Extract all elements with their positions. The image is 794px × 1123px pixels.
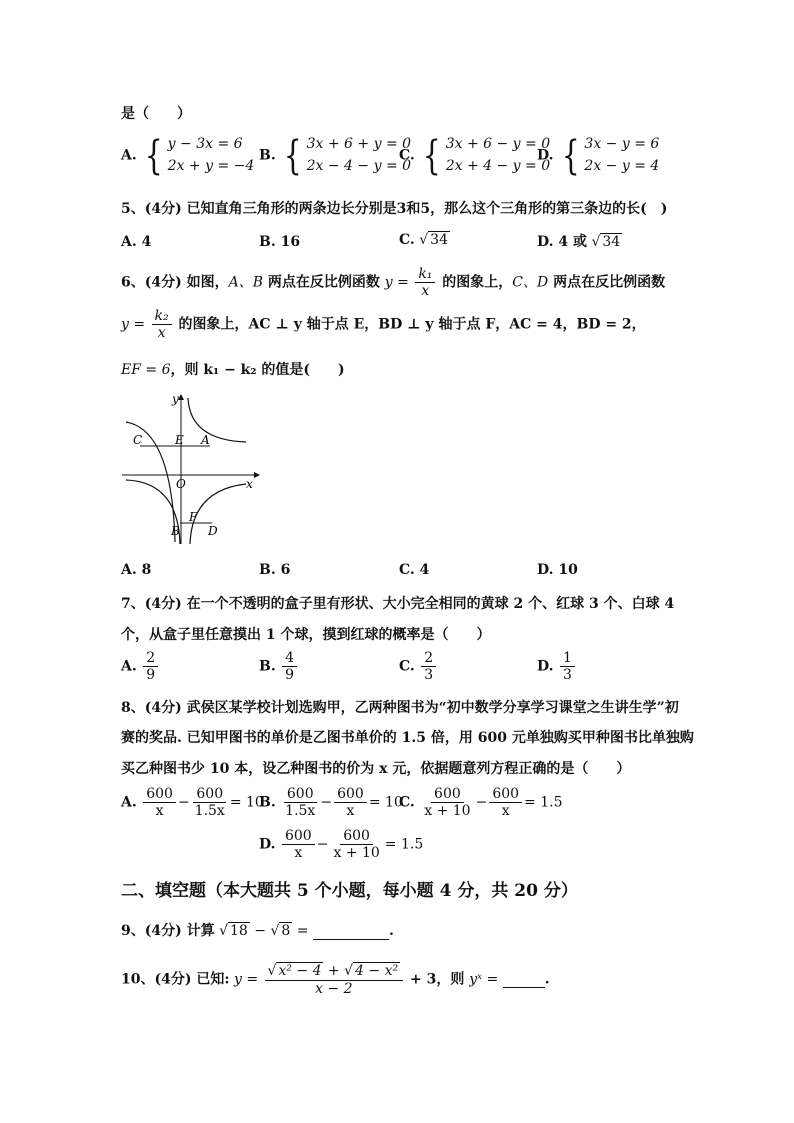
option-label: B. xyxy=(259,658,276,675)
sqrt-icon: √ xyxy=(270,923,280,939)
section-heading: 二、填空题（本大题共 5 个小题，每小题 4 分，共 20 分） xyxy=(121,881,578,901)
operator: + xyxy=(323,963,345,979)
answer-blank[interactable] xyxy=(503,971,545,988)
fraction-numerator: k₁ xyxy=(415,266,435,283)
sqrt-icon: √ xyxy=(591,234,601,250)
brace-icon: { xyxy=(561,132,580,179)
func-lhs: y = xyxy=(384,274,409,291)
q6-line-1 xyxy=(121,266,665,299)
fraction-numerator: 600 xyxy=(431,786,464,803)
fraction-numerator: 600 xyxy=(334,786,367,803)
fraction-denominator: 9 xyxy=(285,667,295,684)
option-label: C. xyxy=(399,232,415,248)
func-lhs: y = xyxy=(233,971,259,988)
equation-rhs: = 1.5 xyxy=(384,836,424,853)
curve-d xyxy=(190,484,246,544)
q4-option-d[interactable] xyxy=(537,134,659,177)
q6-text: 的图象上， xyxy=(437,274,513,291)
equation: 2x + 4 − y = 0 xyxy=(445,157,551,174)
fraction-denominator: x xyxy=(157,325,166,342)
q10-text: . xyxy=(544,971,550,988)
q5-option-b[interactable]: B. 16 xyxy=(259,234,301,250)
option-label: B. xyxy=(259,794,276,811)
q6-graph xyxy=(118,392,260,548)
q9-text: . xyxy=(388,923,394,939)
q10-text: 10、(4分) 已知: xyxy=(121,971,230,988)
equation-rhs: = 1.5 xyxy=(524,794,563,811)
sqrt-icon: √ xyxy=(344,963,354,979)
q4-continuation: 是（ ） xyxy=(121,106,191,122)
graph-label-e: E xyxy=(175,433,184,447)
q8-line-2: 赛的奖品. 已知甲图书的单价是乙图书单价的 1.5 倍，用 600 元单独购买甲种图书比单独购 xyxy=(121,730,694,746)
fraction-denominator: 3 xyxy=(424,667,434,684)
option-label: C. xyxy=(399,794,415,811)
q10-ask: yˣ = xyxy=(469,971,503,988)
fraction-numerator: 600 xyxy=(193,786,226,803)
q6-points: C、D xyxy=(512,274,549,291)
q7-line-2: 个，从盒子里任意摸出 1 个球，摸到红球的概率是（ ） xyxy=(121,627,491,643)
fraction-numerator: 600 xyxy=(143,786,176,803)
q6-text: 6、(4分) 如图， xyxy=(121,274,229,291)
q6-line-2 xyxy=(121,308,646,341)
q8-option-b[interactable]: B. $\frac{600}{1.5x}$ − $\frac{600}{x}$ = 10 xyxy=(259,786,403,820)
q4-option-a[interactable] xyxy=(121,134,254,177)
fraction-numerator: 2 xyxy=(143,650,158,667)
q4-option-c[interactable] xyxy=(399,134,550,177)
option-label: D. xyxy=(537,658,554,675)
option-label: A. xyxy=(121,147,137,164)
equation: 2x − 4 − y = 0 xyxy=(306,157,412,174)
equation-rhs: = 10 xyxy=(368,794,403,811)
fraction-numerator: k₂ xyxy=(152,308,172,325)
q9-stem xyxy=(121,920,394,940)
equation: 3x + 6 + y = 0 xyxy=(306,136,412,152)
fraction-denominator: x + 10 xyxy=(424,803,471,820)
q5-option-d[interactable] xyxy=(537,231,622,251)
graph-label-b: B xyxy=(171,524,180,538)
x-axis-arrow-icon xyxy=(254,472,260,478)
q6-option-b[interactable]: B. 6 xyxy=(259,562,291,578)
q5-option-c[interactable] xyxy=(399,231,450,249)
option-label: C. xyxy=(399,147,415,164)
radicand: x² − 4 xyxy=(278,963,322,979)
q6-option-d[interactable]: D. 10 xyxy=(537,562,578,578)
equation: 2x + y = −4 xyxy=(167,157,255,174)
fraction-numerator: 1 xyxy=(560,650,575,667)
equation: 3x − y = 6 xyxy=(584,136,660,152)
graph-label-y: y xyxy=(172,392,179,406)
fraction-denominator: 3 xyxy=(562,667,572,684)
fraction-denominator: x xyxy=(294,845,303,862)
fraction-numerator: 600 xyxy=(282,828,315,845)
q7-line-1: 7、(4分) 在一个不透明的盒子里有形状、大小完全相同的黄球 2 个、红球 3 个、白球 4 xyxy=(121,596,675,612)
sqrt-icon: √ xyxy=(267,963,277,979)
q6-option-a[interactable]: A. 8 xyxy=(121,562,152,578)
graph-label-o: O xyxy=(176,477,186,491)
radicand: 34 xyxy=(602,234,621,250)
option-label: A. xyxy=(121,794,137,811)
brace-icon: { xyxy=(283,132,302,179)
graph-label-a: A xyxy=(201,433,210,447)
fraction-denominator: x + 10 xyxy=(333,845,380,862)
func-lhs: y = xyxy=(121,316,146,333)
answer-blank[interactable] xyxy=(313,923,389,940)
fraction-numerator: 600 xyxy=(340,828,373,845)
q8-option-c[interactable]: C. $\frac{600}{x + 10}$ − $\frac{600}{x}$ = 1.5 xyxy=(399,786,563,820)
operator: = xyxy=(292,923,313,939)
fraction-numerator: 4 xyxy=(282,650,297,667)
graph-label-x: x xyxy=(246,477,253,491)
q8-option-d[interactable]: D. $\frac{600}{x}$ − $\frac{600}{x + 10}$ = 1.5 xyxy=(259,828,424,862)
q7-option-c[interactable] xyxy=(399,650,438,683)
radicand: 18 xyxy=(229,923,248,939)
fraction-denominator: x − 2 xyxy=(315,980,353,997)
curve-a xyxy=(188,398,246,442)
equation: y − 3x = 6 xyxy=(167,136,243,152)
q10-text: + 3，则 xyxy=(405,971,470,988)
q10-stem xyxy=(121,962,550,997)
equation: 2x − y = 4 xyxy=(584,157,660,174)
option-label: D. 4 或 xyxy=(537,234,588,250)
q8-line-1: 8、(4分) 武侯区某学校计划选购甲，乙两种图书为“初中数学分享学习课堂之生讲生学”初 xyxy=(121,700,679,716)
q6-line-3 xyxy=(121,359,345,379)
option-label: D. xyxy=(259,836,276,853)
graph-label-c: C xyxy=(133,433,143,447)
q9-text: 9、(4分) 计算 xyxy=(121,923,215,939)
equation-rhs: = 10 xyxy=(229,794,264,811)
q5-option-a[interactable]: A. 4 xyxy=(121,234,152,250)
fraction-numerator: 600 xyxy=(284,786,317,803)
fraction-denominator: x xyxy=(421,283,430,300)
option-label: D. xyxy=(537,147,554,164)
q6-points: A、B xyxy=(228,274,264,291)
option-label: B. xyxy=(259,147,276,164)
radicand: 4 − x² xyxy=(355,963,399,979)
q6-text: 的图象上，AC ⊥ y 轴于点 E，BD ⊥ y 轴于点 F，AC = 4，BD = 2， xyxy=(173,316,646,333)
brace-icon: { xyxy=(423,132,441,179)
q7-option-d[interactable] xyxy=(537,650,577,683)
sqrt-icon: √ xyxy=(419,232,429,248)
sqrt-icon: √ xyxy=(219,923,228,939)
q6-option-c[interactable]: C. 4 xyxy=(399,562,430,578)
graph-label-d: D xyxy=(208,524,218,538)
fraction-numerator: 2 xyxy=(421,650,436,667)
q6-condition: EF = 6 xyxy=(121,362,171,378)
fraction-denominator: 1.5x xyxy=(285,803,316,820)
radicand: 8 xyxy=(281,923,291,939)
operator: − xyxy=(249,923,271,939)
graph-label-f: F xyxy=(189,510,198,524)
option-label: C. xyxy=(399,658,415,675)
q7-option-b[interactable] xyxy=(259,650,299,683)
q6-text: ，则 k₁ − k₂ 的值是( ) xyxy=(170,362,345,378)
fraction-denominator: x xyxy=(155,803,164,820)
brace-icon: { xyxy=(145,132,163,179)
q5-stem: 5、(4分) 已知直角三角形的两条边长分别是3和5，那么这个三角形的第三条边的长( ) xyxy=(121,201,668,217)
fraction-denominator: 9 xyxy=(146,667,156,684)
fraction-denominator: 1.5x xyxy=(194,803,225,820)
option-label: A. xyxy=(121,658,137,675)
q8-line-3: 买乙种图书少 10 本，设乙种图书的价为 x 元，依据题意列方程正确的是（ ） xyxy=(121,761,631,777)
q4-option-b[interactable] xyxy=(259,134,411,177)
q7-option-a[interactable] xyxy=(121,650,160,683)
fraction-numerator: 600 xyxy=(489,786,522,803)
fraction-denominator: x xyxy=(346,803,355,820)
fraction-denominator: x xyxy=(501,803,510,820)
q6-text: 两点在反比例函数 xyxy=(548,274,666,291)
q8-option-a[interactable]: A. $\frac{600}{x}$ − $\frac{600}{1.5x}$ = 10 xyxy=(121,786,264,820)
radicand: 34 xyxy=(430,232,448,248)
y-axis-arrow-icon xyxy=(178,394,184,400)
q6-text: 两点在反比例函数 xyxy=(263,274,385,291)
equation: 3x + 6 − y = 0 xyxy=(445,136,551,152)
